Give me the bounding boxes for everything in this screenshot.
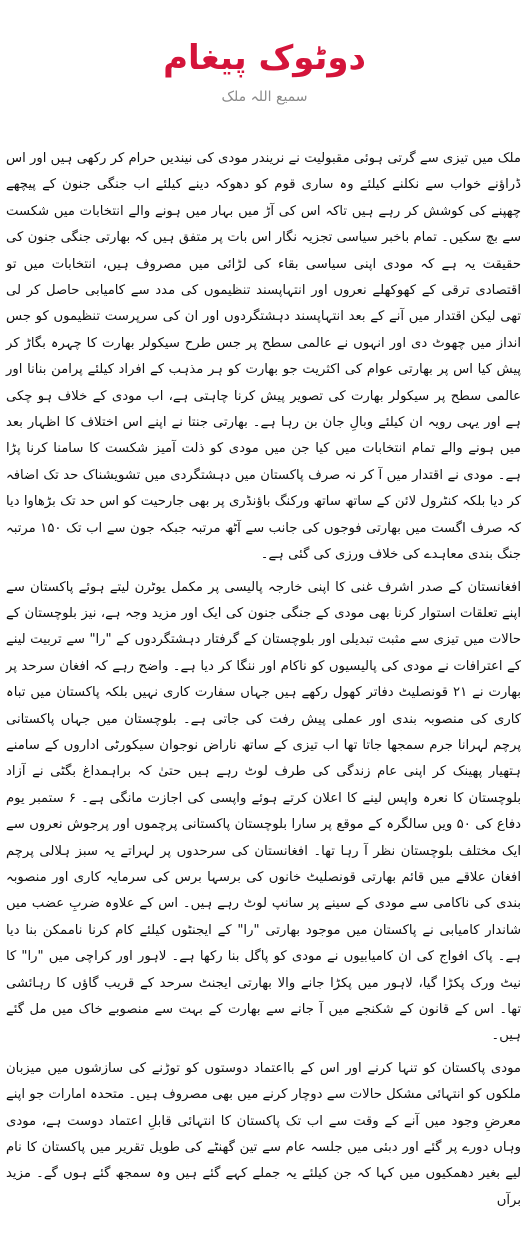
- paragraph: ملک میں تیزی سے گرتی ہوئی مقبولیت نے نریندر مودی کی نیندیں حرام کر رکھی ہیں اور اس ڈراؤنے خواب سے نکلنے کیلئے وہ ساری قوم کو دھوکہ دینے کیلئے اب جنگی جنون کے پیچھے چھپنے کی کوشش کر رہے ہیں تاکہ اس کی آڑ میں بہار میں ہونے والے انتخابات میں شکست سے بچ سکیں۔ تمام باخبر سیاسی تجزیہ نگار اس بات پر متفق ہیں کہ بھارتی جنگی جنون کی حقیقت یہ ہے کہ مودی اپنی سیاسی بقاء کی لڑائی میں مصروف ہیں، انتخابات میں تو اقتصادی ترقی کے کھوکھلے نعروں اور انتہاپسند تنظیموں کی مدد سے کامیابی حاصل کر لی تھی لیکن اقتدار میں آنے کے بعد انتہاپسند دہشتگردوں اور ان کی سرپرست تنظیموں کو جس انداز میں چھوٹ دی اور انہوں نے عالمی سطح پر جس طرح سیکولر بھارت کا چہرہ بگاڑ کر پیش کیا اس پر بھارتی عوام کی اکثریت جو بھارت کو ہر مذہب کے افراد کیلئے پرامن بنانا اور عالمی سطح پر سیکولر بھارت کی تصویر پیش کرنا چاہتی ہے، اب مودی کے خلاف ہو چکی ہے اور یہی رویہ ان کیلئے وبالِ جان بن رہا ہے۔ بھارتی جنتا نے اپنے اس اختلاف کا اظہار بعد میں ہونے والے تمام انتخابات میں کیا جن میں مودی کو ذلت آمیز شکست کا سامنا کرنا پڑا ہے۔ مودی نے اقتدار میں آ کر نہ صرف پاکستان میں دہشتگردی میں تشویشناک حد تک اضافہ کر دیا بلکہ کنٹرول لائن کے ساتھ ساتھ ورکنگ باؤنڈری پر بھی جارحیت کو اس حد تک بڑھاوا دیا کہ صرف اگست میں بھارتی فوجوں کی جانب سے آٹھ مرتبہ جبکہ جون سے اب تک ۱۵۰ مرتبہ جنگ بندی معاہدے کی خلاف ورزی کی گئی ہے۔: [6, 151, 521, 563]
- paragraph: مودی پاکستان کو تنہا کرنے اور اس کے بااعتماد دوستوں کو توڑنے کی سازشوں میں میزبان ملکوں کو انتہائی مشکل حالات سے دوچار کرنے میں بھی مصروف ہیں۔ متحدہ امارات جو اپنے معرضِ وجود میں آنے کے وقت سے اب تک پاکستان کا انتہائی قابلِ اعتماد دوست ہے، مودی وہاں دورے پر گئے اور دبئی میں جلسہ عام سے تین گھنٹے کی طویل تقریر میں پاکستان کا نام لیے بغیر دھمکیوں میں کہا کہ جن کیلئے یہ جملے کہے گئے ہیں وہ سمجھ گئے ہوں گے۔ مزید برآں: [6, 1060, 521, 1208]
- article-body: [6, 146, 521, 1220]
- article-title: دوٹوک پیغام: [163, 38, 366, 78]
- paragraph: افغانستان کے صدر اشرف غنی کا اپنی خارجہ پالیسی پر مکمل یوٹرن لیتے ہوئے پاکستان سے اپنے تعلقات استوار کرنا بھی مودی کے جنگی جنون کی ایک اور مزید وجہ ہے، نیز بلوچستان کے حالات میں تیزی سے مثبت تبدیلی اور بلوچستان کے گرفتار دہشتگردوں کے "را" سے تربیت لینے کے اعترافات نے مودی کی پالیسیوں کو ناکام اور ننگا کر دیا ہے۔ واضح رہے کہ افغان سرحد پر بھارت نے ۲۱ قونصلیٹ دفاتر کھول رکھے ہیں جہاں سفارت کاری نہیں بلکہ پاکستان میں تباہ کاری کی منصوبہ بندی اور عملی پیش رفت کی جاتی ہے۔ بلوچستان میں جہاں پاکستانی پرچم لہرانا جرم سمجھا جاتا تھا اب تیزی کے ساتھ ناراض نوجوان سیکورٹی اداروں کے سامنے ہتھیار پھینک کر اپنی عام زندگی کی طرف لوٹ رہے ہیں حتیٰ کہ براہمداغ بگٹی نے آزاد بلوچستان کا نعرہ واپس لینے کا اعلان کرتے ہوئے واپسی کی اجازت مانگی ہے۔ ۶ ستمبر یوم دفاع کی ۵۰ ویں سالگرہ کے موقع پر سارا بلوچستان پاکستانی پرچموں اور پرجوش نعروں سے ایک مختلف بلوچستان نظر آ رہا تھا۔ افغانستان کی سرحدوں پر لہراتے یہ سبز ہلالی پرچم افغان علاقے میں قائم بھارتی قونصلیٹ خانوں کی برسہا برس کی سرمایہ کاری اور منصوبہ بندی کی ناکامی سے مودی کے سینے پر سانپ لوٹ رہے ہیں۔ اس کے علاوہ ضربِ عضب میں شاندار کامیابی نے پاکستان میں موجود بھارتی "را" کے ایجنٹوں کیلئے کام کرنا ناممکن بنا دیا ہے۔ پاک افواج کی ان کامیابیوں نے مودی کو پاگل بنا رکھا ہے۔ لاہور اور کراچی میں "را" کا نیٹ ورک پکڑا گیا، لاہور میں پکڑا جانے والا بھارتی ایجنٹ سرحد کے قریب گاؤں کا رہائشی تھا۔ اس کے قانون کے شکنجے میں آ جانے سے بھارت کے بہت سے منصوبے خاک میں مل گئے ہیں۔: [6, 579, 522, 1044]
- author-byline: سمیع اللہ ملک: [221, 89, 308, 105]
